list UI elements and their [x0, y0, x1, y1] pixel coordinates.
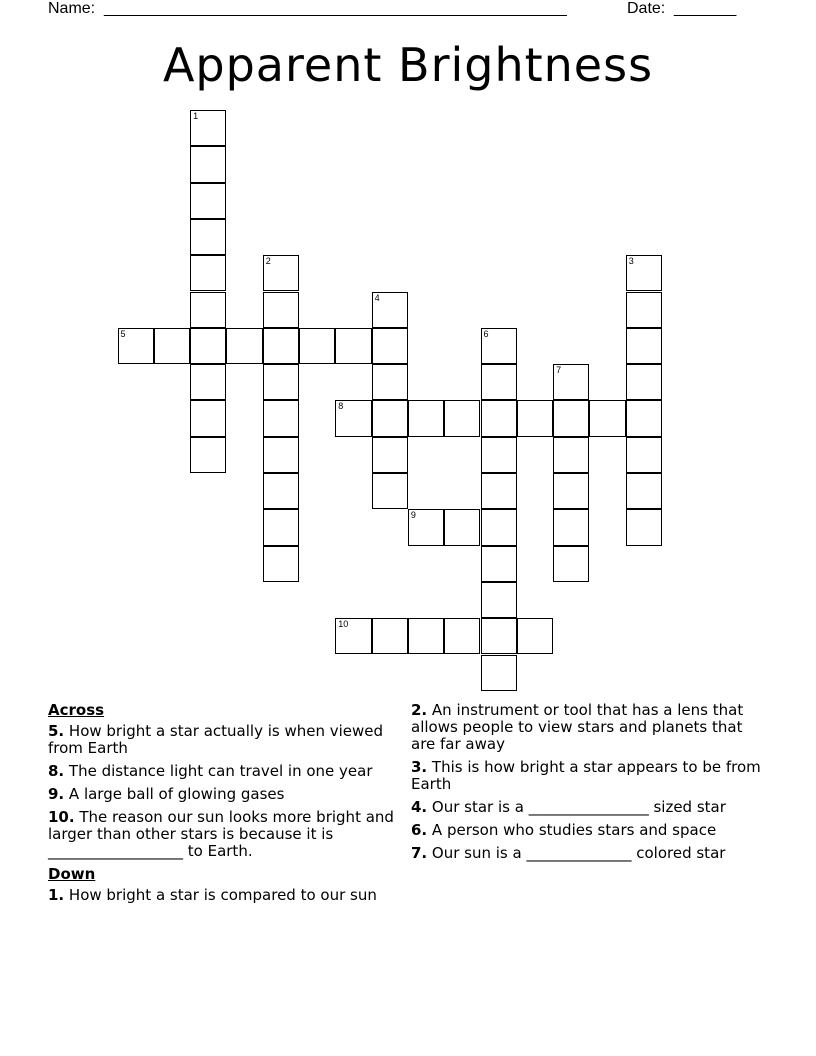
- grid-cell[interactable]: [481, 400, 517, 436]
- clue-down-1: 1. How bright a star is compared to our sun: [48, 886, 377, 904]
- page-title: Apparent Brightness: [162, 38, 654, 92]
- grid-cell[interactable]: [226, 328, 262, 364]
- grid-cell[interactable]: [263, 328, 299, 364]
- clue-across-5: 5. How bright a star actually is when viewed from Earth: [48, 722, 384, 757]
- grid-cell[interactable]: [444, 400, 480, 436]
- grid-cell[interactable]: [517, 618, 553, 654]
- grid-cell[interactable]: [626, 292, 662, 328]
- down-heading: Down: [48, 865, 96, 883]
- grid-cell[interactable]: [263, 400, 299, 436]
- clue-across-10: 10. The reason our sun looks more bright and larger than other stars is because it is __________________ to Earth.: [48, 808, 394, 860]
- clue-down-2: 2. An instrument or tool that has a lens that allows people to view stars and planets that are far away: [411, 701, 744, 753]
- grid-cell[interactable]: [263, 473, 299, 509]
- clue-down-6: 6. A person who studies stars and space: [411, 821, 717, 839]
- grid-cell[interactable]: [626, 400, 662, 436]
- grid-cell[interactable]: [589, 400, 625, 436]
- grid-cell[interactable]: [626, 364, 662, 400]
- grid-cell[interactable]: [553, 400, 589, 436]
- across-heading: Across: [48, 701, 105, 719]
- grid-cell[interactable]: [190, 364, 226, 400]
- grid-cell[interactable]: [408, 400, 444, 436]
- grid-cell[interactable]: [335, 328, 371, 364]
- clue-number-label: 4: [374, 292, 380, 303]
- grid-cell[interactable]: [190, 437, 226, 473]
- name-label: Name:: [48, 0, 96, 17]
- grid-cell[interactable]: [372, 328, 408, 364]
- grid-cell[interactable]: [481, 582, 517, 618]
- grid-cell[interactable]: [335, 400, 371, 436]
- clues-left-column: [48, 702, 398, 910]
- grid-cell[interactable]: [263, 255, 299, 291]
- grid-cell[interactable]: [190, 255, 226, 291]
- grid-cell[interactable]: [553, 437, 589, 473]
- grid-cell[interactable]: [517, 400, 553, 436]
- date-label: Date:: [627, 0, 666, 17]
- grid-cell[interactable]: [481, 546, 517, 582]
- clue-number-label: 2: [265, 256, 271, 267]
- grid-cell[interactable]: [190, 328, 226, 364]
- grid-cell[interactable]: [263, 509, 299, 545]
- clue-number-label: 9: [410, 510, 416, 521]
- grid-cell[interactable]: [626, 437, 662, 473]
- grid-cell[interactable]: [190, 219, 226, 255]
- name-line[interactable]: ____________________________________________________: [104, 0, 567, 17]
- grid-cell[interactable]: [118, 328, 154, 364]
- grid-cell[interactable]: [299, 328, 335, 364]
- grid-cell[interactable]: [263, 546, 299, 582]
- grid-cell[interactable]: [481, 509, 517, 545]
- grid-cell[interactable]: [626, 255, 662, 291]
- grid-cell[interactable]: [553, 509, 589, 545]
- grid-cell[interactable]: [408, 509, 444, 545]
- grid-cell[interactable]: [553, 364, 589, 400]
- grid-cell[interactable]: [626, 509, 662, 545]
- grid-cell[interactable]: [481, 655, 517, 691]
- grid-cell[interactable]: [444, 509, 480, 545]
- grid-cell[interactable]: [481, 618, 517, 654]
- grid-cell[interactable]: [553, 473, 589, 509]
- clue-number-label: 10: [338, 619, 349, 630]
- clue-down-7: 7. Our sun is a ______________ colored star: [411, 844, 726, 862]
- grid-cell[interactable]: [444, 618, 480, 654]
- grid-cell[interactable]: [372, 473, 408, 509]
- grid-cell[interactable]: [154, 328, 190, 364]
- clue-number-label: 6: [483, 328, 489, 339]
- grid-cell[interactable]: [335, 618, 371, 654]
- grid-cell[interactable]: [481, 473, 517, 509]
- date-line[interactable]: _______: [674, 0, 737, 17]
- grid-cell[interactable]: [190, 183, 226, 219]
- grid-cell[interactable]: [372, 400, 408, 436]
- grid-cell[interactable]: [626, 473, 662, 509]
- clue-across-8: 8. The distance light can travel in one year: [48, 762, 373, 780]
- grid-cell[interactable]: [481, 437, 517, 473]
- grid-cell[interactable]: [190, 292, 226, 328]
- grid-cell[interactable]: [481, 328, 517, 364]
- clue-across-9: 9. A large ball of glowing gases: [48, 785, 285, 803]
- clue-number-label: 7: [556, 365, 562, 376]
- grid-cell[interactable]: [408, 618, 444, 654]
- grid-cell[interactable]: [190, 400, 226, 436]
- grid-cell[interactable]: [372, 292, 408, 328]
- grid-cell[interactable]: [263, 292, 299, 328]
- grid-cell[interactable]: [263, 437, 299, 473]
- grid-cell[interactable]: [372, 618, 408, 654]
- grid-cell[interactable]: [372, 437, 408, 473]
- clue-number-label: 5: [120, 328, 126, 339]
- clue-number-label: 1: [193, 111, 199, 121]
- grid-cell[interactable]: [372, 364, 408, 400]
- grid-cell[interactable]: [626, 328, 662, 364]
- grid-cell[interactable]: [190, 110, 226, 146]
- grid-cell[interactable]: [481, 364, 517, 400]
- grid-cell[interactable]: [553, 546, 589, 582]
- clue-down-3: 3. This is how bright a star appears to be from Earth: [411, 758, 761, 793]
- clue-number-label: 3: [628, 256, 634, 267]
- clue-number-label: 8: [338, 401, 344, 412]
- clues-right-column: [411, 702, 771, 868]
- grid-cell[interactable]: [263, 364, 299, 400]
- clue-down-4: 4. Our star is a ________________ sized star: [411, 798, 726, 816]
- grid-cell[interactable]: [190, 146, 226, 182]
